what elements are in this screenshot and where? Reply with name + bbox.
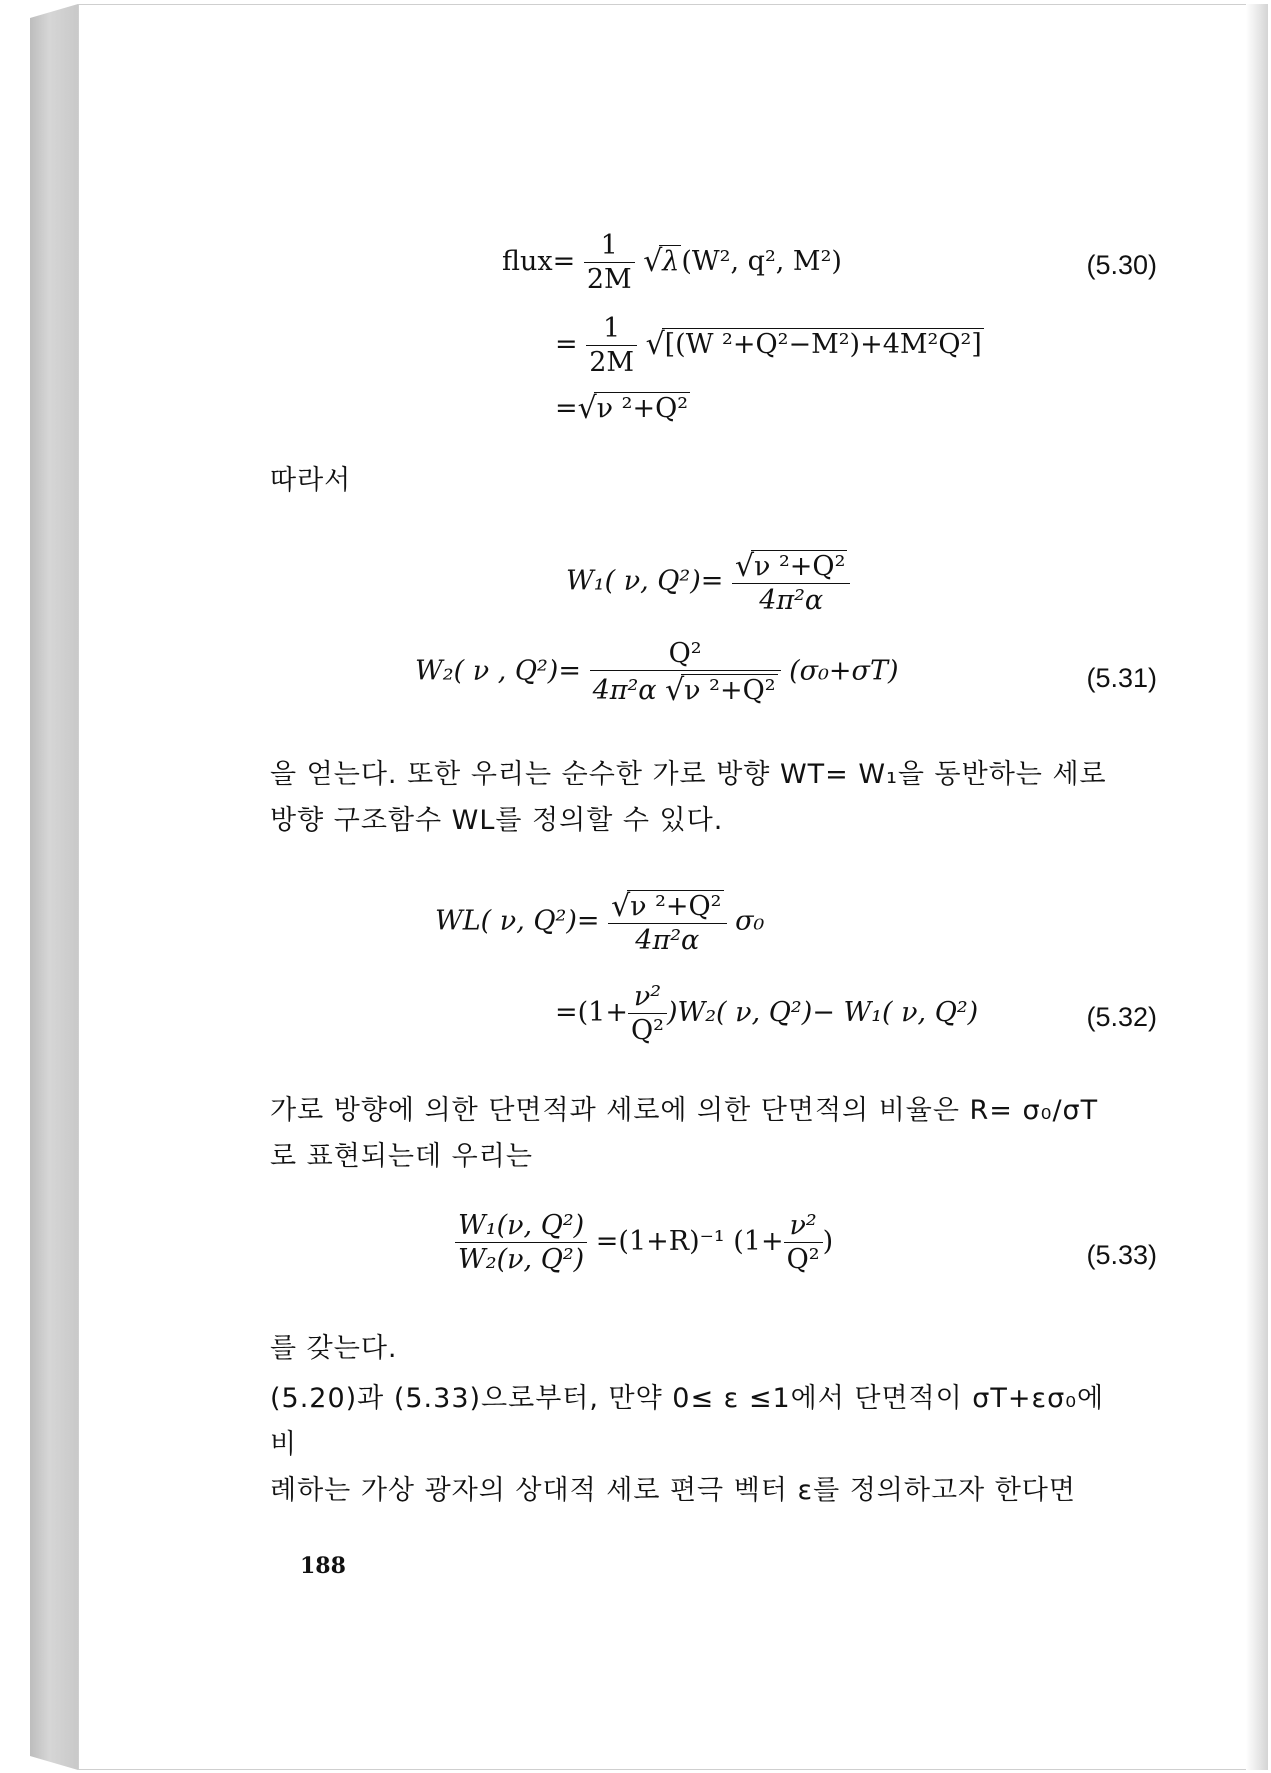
eq-5-31-w2-fraction: $\frac{\text{Q²}}{\text{4π²α √ ν ²+Q²}}$	[590, 640, 781, 704]
eq-5-31-w1: W₁( ν, Q²)= √ $\frac{\text{ν ²+Q²}}{\text{4π²α}}$	[566, 550, 850, 614]
eq-number-5-30: (5.30)	[1086, 250, 1157, 280]
eq-number-5-33: (5.33)	[1086, 1240, 1157, 1270]
eq-5-30-line2: = $\frac{1}{2M}$ √ [(W ²+Q²−M²)+4M²Q²]	[555, 315, 984, 376]
eq-5-31-w2: W₂( ν , Q²)= $\frac{\text{Q²}}{\text{4π²α √ ν ²+Q²}}$ (σ₀+σT)	[415, 640, 899, 704]
paragraph-5: (5.20)과 (5.33)으로부터, 만약 0≤ ε ≤1에서 단면적이 σT+εσ₀에 비 례하는 가상 광자의 상대적 세로 편극 벡터 ε를 정의하고자 한다면	[270, 1383, 1105, 1506]
fraction-numerator: 1	[584, 232, 635, 263]
eq-5-30-line1	[502, 232, 842, 293]
paragraph-therefore: 따라서	[270, 465, 352, 496]
sqrt-nu-q: √ ν ²+Q²	[578, 392, 690, 422]
eq-5-30-lhs: flux=	[502, 246, 576, 277]
eq-5-32-line2: =(1+ $\frac{\text{ν²}}{\text{Q²}}$ )W₂( ν, Q²)− W₁( ν, Q²)	[555, 981, 979, 1046]
paragraph-2: 을 얻는다. 또한 우리는 순수한 가로 방향 WT= W₁을 동반하는 세로 방향 구조함수 WL를 정의할 수 있다.	[270, 759, 1107, 836]
page-edge-shadow	[1246, 4, 1268, 1770]
eq-5-32-line1: WL( ν, Q²)= √ $\frac{\text{ν ²+Q²}}{\text{4π²α}}$ σ₀	[435, 890, 764, 954]
fraction-denominator: 2M	[586, 264, 632, 295]
eq-5-31-w1-fraction: √ $\frac{\text{ν ²+Q²}}{\text{4π²α}}$	[732, 550, 850, 614]
paragraph-4: 를 갖는다.	[270, 1333, 398, 1364]
paragraph-3: 가로 방향에 의한 단면적과 세로에 의한 단면적의 비율은 R= σ₀/σT 로 표현되는데 우리는	[270, 1095, 1099, 1172]
page-number: 188	[300, 1553, 346, 1579]
eq-5-30-line3: =√ ν ²+Q²	[555, 392, 690, 422]
book-spine	[30, 4, 78, 1770]
eq-number-5-31: (5.31)	[1086, 663, 1157, 693]
sqrt-bracket: √ [(W ²+Q²−M²)+4M²Q²]	[646, 328, 984, 358]
sqrt-lambda: √ λ	[643, 245, 681, 275]
eq-5-30-fraction-2: $\frac{1}{2M}$	[586, 315, 637, 376]
eq-5-30-args: (W², q², M²)	[681, 246, 842, 277]
eq-5-33: $\frac{\text{W₁(ν, Q²)}}{\text{W₂(ν, Q²)}}$ =(1+R)⁻¹ (1+ $\frac{\text{ν²}}{\text{Q²}}$ )	[455, 1212, 833, 1273]
eq-5-30-fraction	[584, 232, 635, 293]
eq-number-5-32: (5.32)	[1086, 1002, 1157, 1032]
